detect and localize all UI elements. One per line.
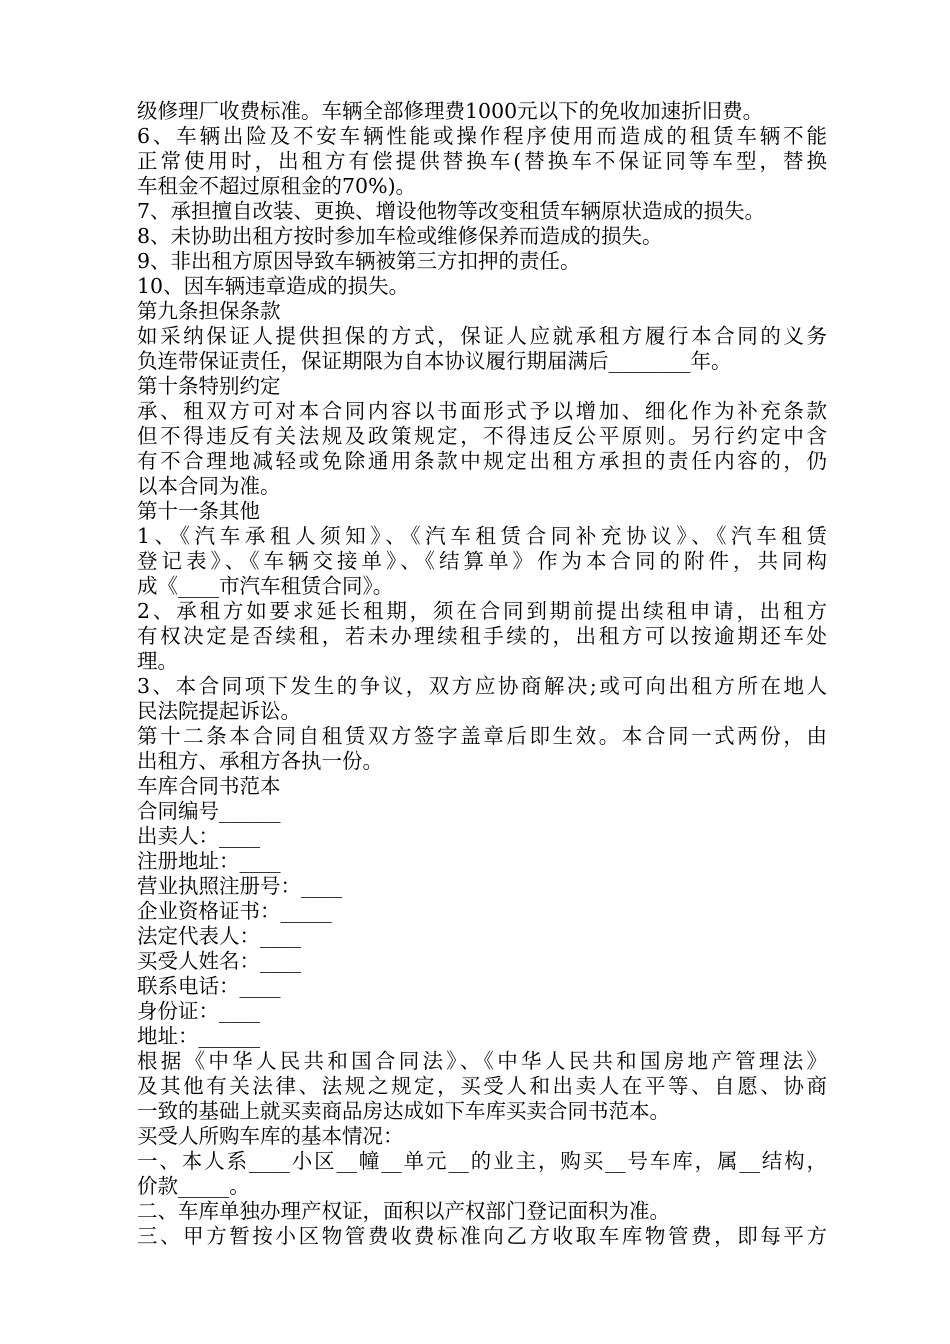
text-line: 第十二条本合同自租赁双方签字盖章后即生效。本合同一式两份，由 xyxy=(137,724,827,748)
text-line: 以本合同为准。 xyxy=(137,474,281,498)
text-line: 营业执照注册号：____ xyxy=(137,874,342,898)
text-line: 一、本人系____小区__幢__单元__的业主，购买__号车库，属__结构， xyxy=(137,1149,827,1173)
text-line: 车租金不超过原租金的70%)。 xyxy=(137,174,417,198)
text-line: 级修理厂收费标准。车辆全部修理费1000元以下的免收加速折旧费。 xyxy=(137,99,764,123)
text-line: 出卖人：____ xyxy=(137,824,260,848)
text-line: 民法院提起诉讼。 xyxy=(137,699,301,723)
text-line: 登记表》、《车辆交接单》、《结算单》作为本合同的附件，共同构 xyxy=(137,549,827,573)
text-line: 有权决定是否续租，若未办理续租手续的，出租方可以按逾期还车处 xyxy=(137,624,827,648)
text-line: 成《____市汽车租赁合同》。 xyxy=(137,574,394,598)
text-line: 联系电话：____ xyxy=(137,974,281,998)
text-line: 地址：______ xyxy=(137,1024,260,1048)
text-line: 注册地址：____ xyxy=(137,849,281,873)
text-line: 合同编号______ xyxy=(137,799,281,823)
text-line: 8、未协助出租方按时参加车检或维修保养而造成的损失。 xyxy=(137,224,663,248)
text-line: 第九条担保条款 xyxy=(137,299,281,323)
text-line: 承、租双方可对本合同内容以书面形式予以增加、细化作为补充条款 xyxy=(137,399,827,423)
text-line: 一致的基础上就买卖商品房达成如下车库买卖合同书范本。 xyxy=(137,1099,670,1123)
text-line: 第十条特别约定 xyxy=(137,374,281,398)
text-line: 负连带保证责任，保证期限为自本协议履行期届满后________年。 xyxy=(137,349,732,373)
text-line: 企业资格证书：_____ xyxy=(137,899,332,923)
text-line: 车库合同书范本 xyxy=(137,774,281,798)
text-line: 二、车库单独办理产权证，面积以产权部门登记面积为准。 xyxy=(137,1199,670,1223)
text-line: 7、承担擅自改装、更换、增设他物等改变租赁车辆原状造成的损失。 xyxy=(137,199,766,223)
text-line: 3、本合同项下发生的争议，双方应协商解决;或可向出租方所在地人 xyxy=(137,674,827,698)
text-line: 身份证：____ xyxy=(137,999,260,1023)
text-line: 出租方、承租方各执一份。 xyxy=(137,749,383,773)
text-line: 6、车辆出险及不安车辆性能或操作程序使用而造成的租赁车辆不能 xyxy=(137,124,827,148)
text-line: 2、承租方如要求延长租期，须在合同到期前提出续租申请，出租方 xyxy=(137,599,827,623)
text-line: 但不得违反有关法规及政策规定，不得违反公平原则。另行约定中含 xyxy=(137,424,827,448)
text-line: 法定代表人：____ xyxy=(137,924,301,948)
text-line: 第十一条其他 xyxy=(137,499,260,523)
text-line: 及其他有关法律、法规之规定，买受人和出卖人在平等、自愿、协商 xyxy=(137,1074,827,1098)
text-line: 正常使用时，出租方有偿提供替换车(替换车不保证同等车型，替换 xyxy=(137,149,827,173)
text-line: 9、非出租方原因导致车辆被第三方扣押的责任。 xyxy=(137,249,581,273)
text-line: 三、甲方暂按小区物管费收费标准向乙方收取车库物管费，即每平方 xyxy=(137,1224,827,1248)
text-line: 买受人所购车库的基本情况： xyxy=(137,1124,404,1148)
text-line: 价款_____。 xyxy=(137,1174,250,1198)
text-line: 买受人姓名：____ xyxy=(137,949,301,973)
text-line: 1、《汽车承租人须知》、《汽车租赁合同补充协议》、《汽车租赁 xyxy=(137,524,827,548)
text-line: 有不合理地减轻或免除通用条款中规定出租方承担的责任内容的，仍 xyxy=(137,449,827,473)
text-line: 理。 xyxy=(137,649,178,673)
text-line: 根据《中华人民共和国合同法》、《中华人民共和国房地产管理法》 xyxy=(137,1049,827,1073)
text-line: 如采纳保证人提供担保的方式，保证人应就承租方履行本合同的义务 xyxy=(137,324,827,348)
document-body xyxy=(137,99,827,1249)
text-line: 10、因车辆违章造成的损失。 xyxy=(137,274,410,298)
